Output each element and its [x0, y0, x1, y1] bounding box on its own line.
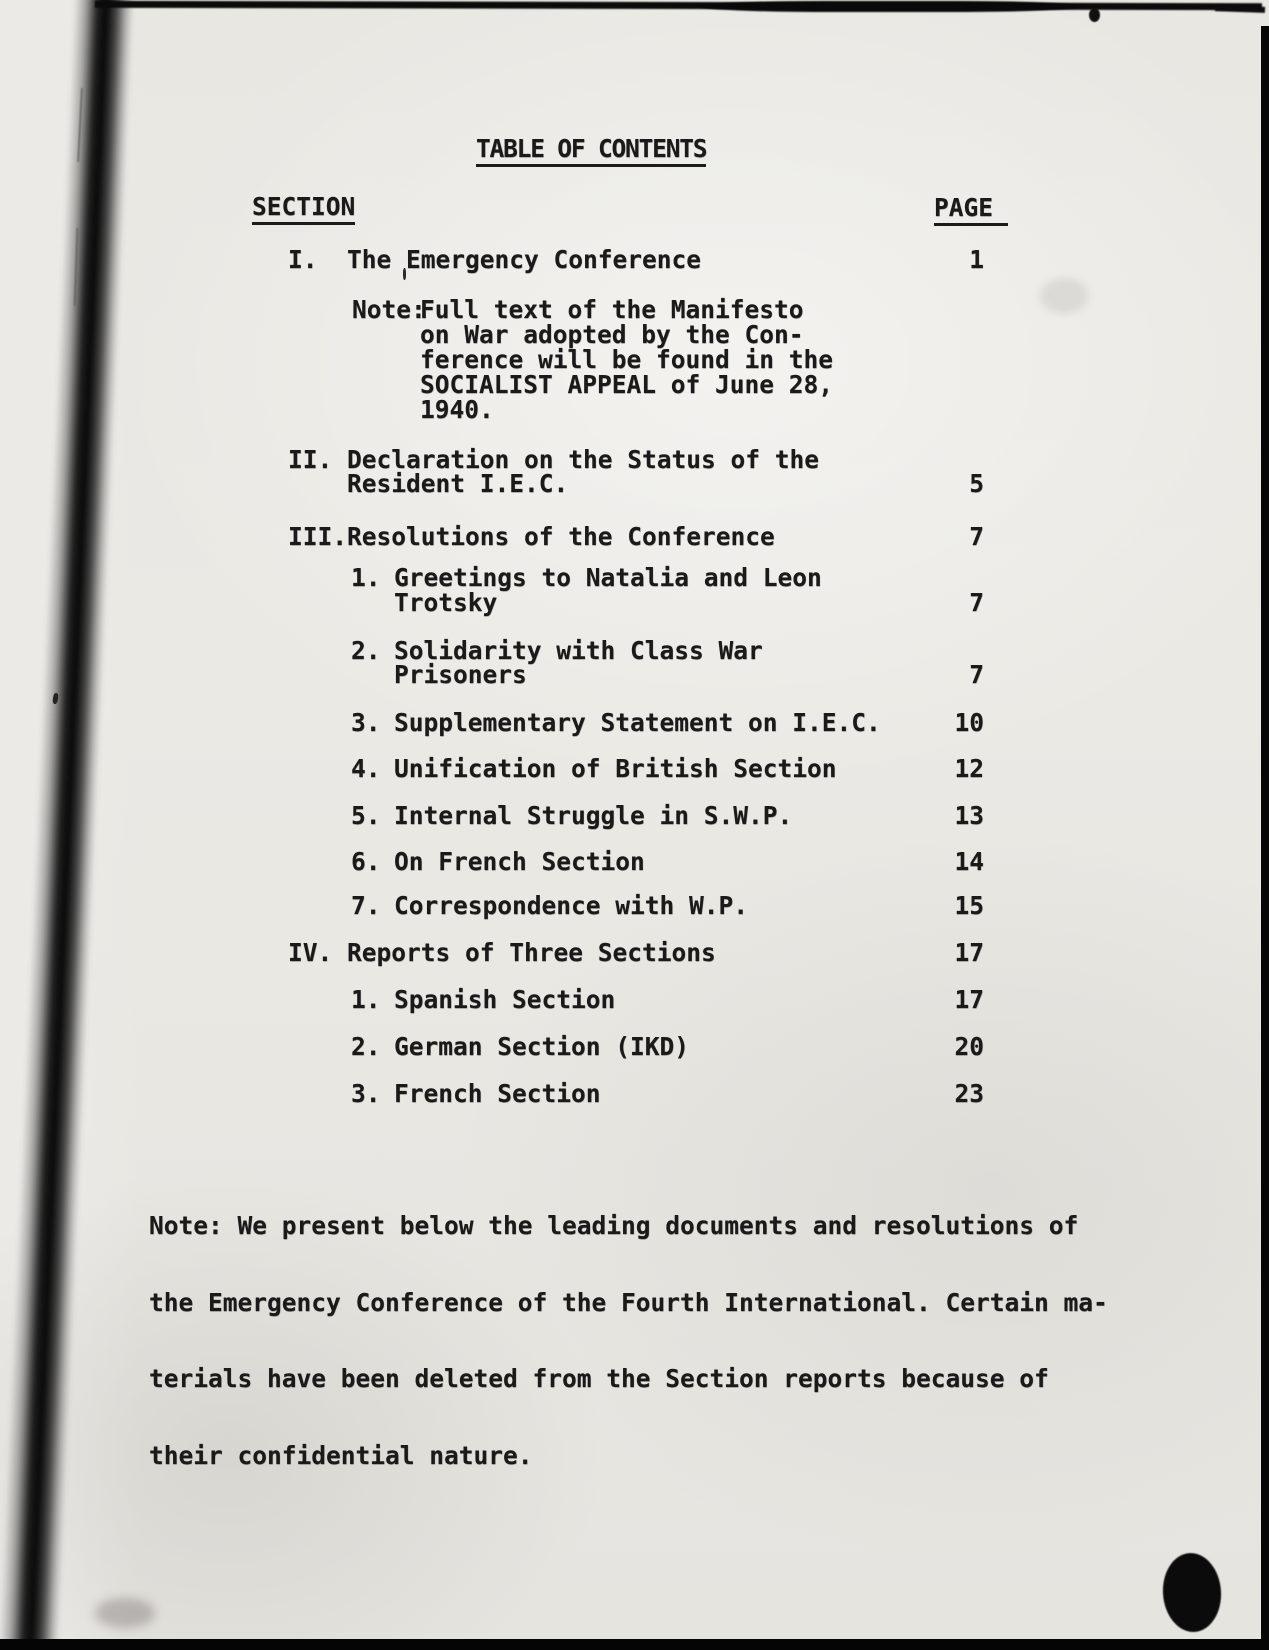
scan-bottom-edge-bar: [0, 1639, 1269, 1650]
toc-subitem-page: 10: [954, 708, 984, 737]
toc-subitem-numeral: 4.: [351, 754, 381, 783]
toc-subitem-numeral: 3.: [351, 1079, 381, 1108]
footer-note-line: the Emergency Conference of the Fourth International. Certain ma-: [149, 1287, 1108, 1317]
toc-subitem-page: 14: [954, 847, 984, 876]
toc-item-page: 5: [969, 469, 984, 498]
toc-subitem-page: 17: [954, 985, 984, 1014]
toc-subitem-title: On French Section: [394, 847, 645, 876]
manifesto-note-line: on War adopted by the Con-: [420, 320, 804, 349]
page-title-text: TABLE OF CONTENTS: [476, 136, 706, 167]
manifesto-note-line: 1940.: [420, 395, 494, 424]
toc-subitem-numeral: 1.: [351, 563, 381, 592]
toc-item-numeral: II.: [288, 445, 333, 474]
toc-subitem-title: Solidarity with Class War: [394, 636, 763, 665]
footer-note: [149, 1162, 1108, 1519]
footer-note-line: terials have been deleted from the Section reports because of: [149, 1364, 1049, 1393]
toc-item-page: 17: [954, 938, 984, 967]
scan-smudge: [95, 1598, 155, 1628]
toc-subitem-page: 12: [954, 754, 984, 783]
toc-item-title: Reports of Three Sections: [347, 938, 716, 967]
toc-subitem-numeral: 6.: [351, 847, 381, 876]
toc-item-title: Declaration on the Status of the: [347, 445, 820, 474]
toc-subitem-page: 20: [954, 1032, 984, 1061]
footer-note-line: their confidential nature.: [149, 1440, 533, 1470]
toc-item-numeral: III.: [288, 522, 348, 551]
toc-subitem-numeral: 2.: [351, 1032, 381, 1061]
section-column-header-text: SECTION: [252, 194, 355, 225]
page-column-header: [934, 195, 1008, 226]
toc-subitem-title: German Section (IKD): [394, 1032, 690, 1061]
toc-subitem-page: 15: [954, 891, 984, 920]
scan-left-edge-shadow: [0, 0, 135, 1650]
toc-subitem-title-line2: Prisoners: [394, 660, 527, 689]
scan-top-edge-line-tail: [1215, 5, 1265, 13]
manifesto-note-label: Note:: [352, 295, 426, 324]
footer-note-line: Note: We present below the leading documents and resolutions of: [149, 1211, 1079, 1240]
scan-top-dot-mark: [1089, 8, 1100, 22]
manifesto-note-line: Full text of the Manifesto: [420, 295, 804, 324]
toc-subitem-page: 23: [954, 1079, 984, 1108]
toc-subitem-numeral: 3.: [351, 708, 381, 737]
scan-top-edge-line: [95, 1, 1262, 10]
toc-subitem-title: Spanish Section: [394, 985, 616, 1014]
toc-subitem-numeral: 7.: [351, 891, 381, 920]
toc-subitem-page: 7: [969, 660, 984, 689]
toc-subitem-numeral: 5.: [351, 801, 381, 830]
toc-subitem-title-line2: Trotsky: [394, 588, 498, 617]
toc-item-numeral: I.: [288, 245, 318, 274]
toc-subitem-title: Unification of British Section: [394, 754, 837, 783]
toc-item-title-line2: Resident I.E.C.: [347, 469, 569, 498]
manifesto-note-line: SOCIALIST APPEAL of June 28,: [420, 370, 834, 399]
toc-subitem-title: Internal Struggle in S.W.P.: [394, 801, 793, 830]
scan-right-edge-line: [1261, 26, 1269, 1650]
toc-item-numeral: IV.: [288, 938, 333, 967]
toc-subitem-title: Greetings to Natalia and Leon: [394, 563, 822, 592]
toc-item-page: 1: [969, 245, 984, 274]
toc-subitem-page: 13: [954, 801, 984, 830]
toc-item-title: Resolutions of the Conference: [347, 522, 775, 551]
toc-item-title: The Emergency Conference: [347, 245, 702, 274]
toc-subitem-page: 7: [969, 588, 984, 617]
scan-smudge: [1040, 278, 1088, 314]
toc-subitem-numeral: 2.: [351, 636, 381, 665]
page-column-header-text: PAGE: [934, 195, 1008, 226]
section-column-header: [252, 194, 355, 225]
page-title: [476, 136, 706, 167]
toc-subitem-numeral: 1.: [351, 985, 381, 1014]
binder-hole-mark: [1160, 1551, 1223, 1634]
toc-subitem-title: French Section: [394, 1079, 601, 1108]
toc-subitem-title: Correspondence with W.P.: [394, 891, 749, 920]
scan-top-edge-line-thick: [700, 1, 1080, 12]
toc-item-page: 7: [969, 522, 984, 551]
manifesto-note-line: ference will be found in the: [420, 345, 834, 374]
toc-subitem-title: Supplementary Statement on I.E.C.: [394, 708, 881, 737]
